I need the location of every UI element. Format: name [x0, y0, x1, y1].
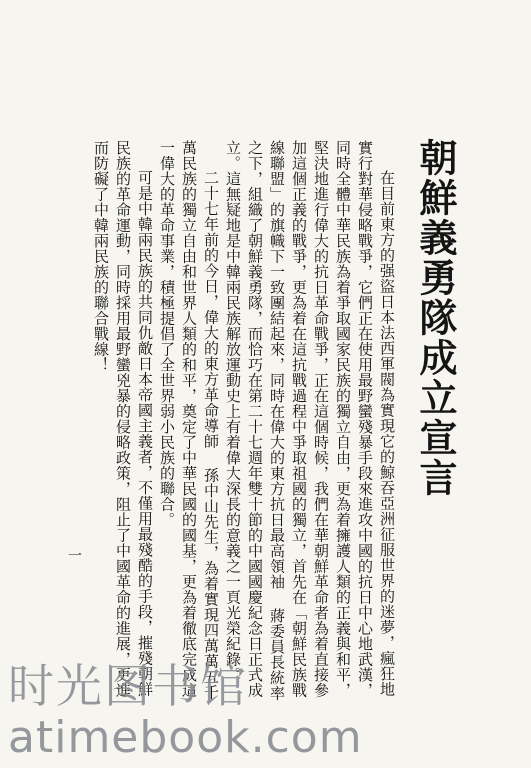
watermark-url: atimebook.com: [8, 712, 363, 763]
declaration-body: [68, 140, 398, 708]
page-number: 一: [66, 548, 82, 562]
watermark-library-name: 时光图书馆: [8, 659, 248, 713]
paragraph-3: 可是中韓兩民族的共同仇敵日本帝國主義者，不僅用最殘酷的手段，摧殘朝鮮民族的革命運動，同時採用最野蠻兇暴的侵略政策，阻止了中國革命的進展，更進而防礙了中韓兩民族的聯合戰線！: [92, 140, 154, 698]
paragraph-1: 在目前東方的强盜日本法西軍閥為實現它的鯨吞亞洲征服世界的迷夢，瘋狂地實行對華侵略戰爭，它們正在使用最野蠻殘暴手段來進攻中國的抗日中心地武漢，同時全體中華民族為着爭取國家民族的獨立自由，更為着擁護人類的正義與和平，堅決地進行偉大的抗日革命戰爭，正在這個時候，我們在華朝鮮革命者為着直接參加這個正義的戰爭，更為着在這抗戰過程中爭取祖國的獨立，首先在「朝鮮民族戰線聯盟」的旗幟下一致團結起來，同時在偉大的東方抗日最高領袖 蔣委員長統率之下，組織了朝鮮義勇隊，而恰巧在第二十七週年雙十節的中國國慶紀念日正式成立。這無疑地是中韓兩民族解放運動史上有着偉大深長的意義之一頁光榮紀錄。: [224, 140, 396, 701]
document-title: 朝鮮義勇隊成立宣言: [413, 138, 457, 498]
paragraph-2: 二十七年前的今日，偉大的東方革命導師 孫中山先生，為着實現四萬萬五千萬民族的獨立自由和世界人類的和平，奠定了中華民國的國基，更為着徹底完成這一偉大的革命事業，積極提倡了全世界弱小民族的聯合。: [158, 140, 220, 700]
